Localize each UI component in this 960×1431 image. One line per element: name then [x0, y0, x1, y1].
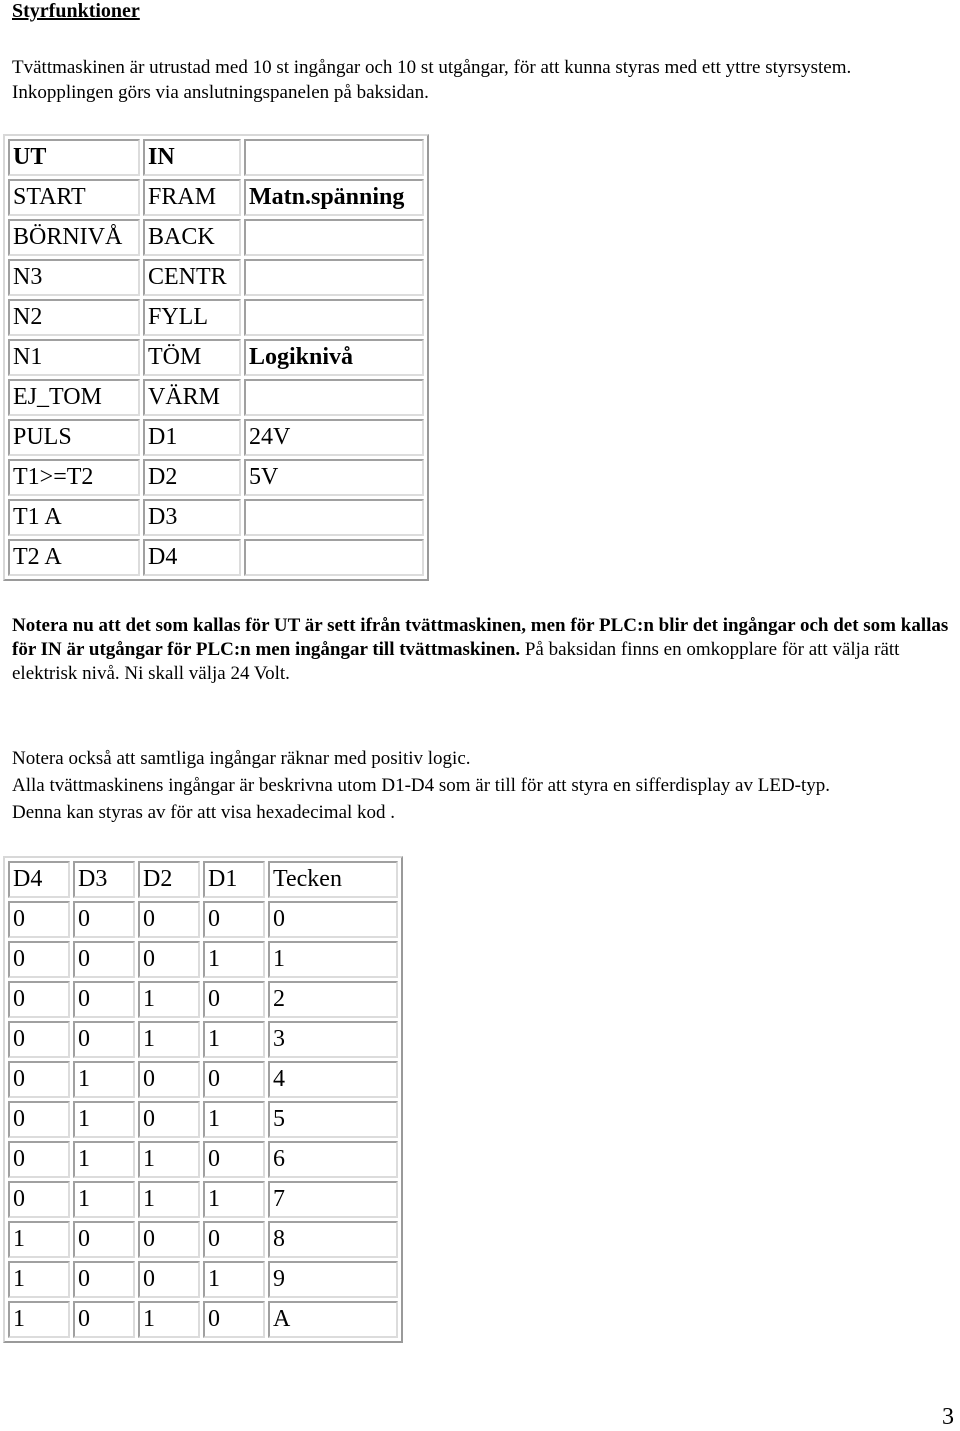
io-table-row — [8, 459, 424, 496]
hex-table-cell: 0 — [8, 941, 70, 978]
hex-table-cell: 1 — [8, 1221, 70, 1258]
hex-table-header-cell: D1 — [203, 861, 265, 898]
hex-table-cell: 1 — [73, 1141, 135, 1178]
io-table-row — [8, 339, 424, 376]
hex-table-cell: 1 — [203, 1181, 265, 1218]
hex-table — [3, 856, 403, 1343]
hex-table-cell: 0 — [8, 901, 70, 938]
hex-table-cell: 7 — [268, 1181, 398, 1218]
note-ut-in — [12, 614, 957, 686]
io-table-row — [8, 299, 424, 336]
hex-table-cell: 0 — [138, 1061, 200, 1098]
io-table — [3, 134, 429, 581]
io-table-cell — [244, 379, 424, 416]
hex-table-header-row — [8, 861, 398, 898]
hex-table-row — [8, 1301, 398, 1338]
hex-table-cell: 0 — [203, 1301, 265, 1338]
io-table-cell: T2 A — [8, 539, 140, 576]
hex-table-row — [8, 1141, 398, 1178]
io-table-cell — [244, 139, 424, 176]
io-table-cell: D3 — [143, 499, 241, 536]
io-table-cell: D4 — [143, 539, 241, 576]
hex-table-row — [8, 1021, 398, 1058]
io-table-cell: BÖRNIVÅ — [8, 219, 140, 256]
hex-table-cell: 9 — [268, 1261, 398, 1298]
io-table-cell: Matn.spänning — [244, 179, 424, 216]
hex-table-cell: 0 — [138, 901, 200, 938]
hex-table-row — [8, 901, 398, 938]
hex-table-cell: 0 — [8, 1061, 70, 1098]
hex-table-cell: A — [268, 1301, 398, 1338]
io-table-cell: T1>=T2 — [8, 459, 140, 496]
io-table-row — [8, 179, 424, 216]
hex-table-cell: 1 — [73, 1181, 135, 1218]
io-table-cell: UT — [8, 139, 140, 176]
io-table-cell: IN — [143, 139, 241, 176]
hex-table-row — [8, 1221, 398, 1258]
hex-table-cell: 1 — [138, 1021, 200, 1058]
hex-table-cell: 1 — [138, 981, 200, 1018]
hex-table-cell: 1 — [8, 1301, 70, 1338]
hex-table-cell: 1 — [203, 1021, 265, 1058]
hex-table-cell: 0 — [203, 981, 265, 1018]
hex-table-header-cell: Tecken — [268, 861, 398, 898]
note-logic-line3: Denna kan styras av för att visa hexadecimal kod . — [12, 802, 396, 823]
hex-table-cell: 1 — [203, 1261, 265, 1298]
io-table-row — [8, 219, 424, 256]
hex-table-cell: 2 — [268, 981, 398, 1018]
io-table-cell — [244, 499, 424, 536]
hex-table-row — [8, 1061, 398, 1098]
io-table-row — [8, 419, 424, 456]
hex-table-cell: 0 — [73, 981, 135, 1018]
hex-table-cell: 0 — [138, 1101, 200, 1138]
hex-table-row — [8, 1101, 398, 1138]
hex-table-cell: 0 — [73, 1221, 135, 1258]
io-table-cell: 5V — [244, 459, 424, 496]
io-table-cell: TÖM — [143, 339, 241, 376]
io-table-cell: START — [8, 179, 140, 216]
note-logic-line2: Alla tvättmaskinens ingångar är beskrivna utom D1-D4 som är till för att styra en sifferdisplay av LED-typ. — [12, 775, 831, 796]
note-ut-in-bold: Notera nu att det som kallas för UT är sett ifrån tvättmaskinen, men för PLC:n blir det ingångar och det som kallas för IN är utgångar för PLC:n men ingångar till tvättmaskinen. — [12, 615, 949, 660]
hex-table-cell: 0 — [203, 1221, 265, 1258]
note-ut-in-normal: På baksidan finns en omkopplare för att välja rätt elektrisk nivå. Ni skall välja 24 Volt. — [12, 639, 900, 684]
io-table-cell: Logiknivå — [244, 339, 424, 376]
hex-table-header-cell: D3 — [73, 861, 135, 898]
hex-table-cell: 0 — [8, 1021, 70, 1058]
io-table-cell: N3 — [8, 259, 140, 296]
io-table-row — [8, 259, 424, 296]
io-table-cell: VÄRM — [143, 379, 241, 416]
io-table-row — [8, 139, 424, 176]
hex-table-cell: 1 — [73, 1101, 135, 1138]
hex-table-cell: 0 — [138, 941, 200, 978]
hex-table-cell: 6 — [268, 1141, 398, 1178]
hex-table-cell: 4 — [268, 1061, 398, 1098]
hex-table-cell: 0 — [8, 981, 70, 1018]
hex-table-cell: 1 — [203, 1101, 265, 1138]
io-table-row — [8, 539, 424, 576]
io-table-row — [8, 379, 424, 416]
intro-paragraph: Tvättmaskinen är utrustad med 10 st ingångar och 10 st utgångar, för att kunna styras med ett yttre styrsystem. Inkopplingen görs via anslutningspanelen på baksidan. — [12, 57, 852, 103]
hex-table-cell: 1 — [138, 1301, 200, 1338]
page-heading: Styrfunktioner — [12, 0, 140, 22]
io-table-cell: EJ_TOM — [8, 379, 140, 416]
io-table-cell: D2 — [143, 459, 241, 496]
hex-table-header-cell: D4 — [8, 861, 70, 898]
io-table-cell — [244, 219, 424, 256]
hex-table-cell: 8 — [268, 1221, 398, 1258]
io-table-cell: CENTR — [143, 259, 241, 296]
io-table-cell — [244, 539, 424, 576]
io-table-cell: 24V — [244, 419, 424, 456]
hex-table-cell: 0 — [203, 901, 265, 938]
io-table-cell — [244, 299, 424, 336]
hex-table-header-cell: D2 — [138, 861, 200, 898]
io-table-cell: N2 — [8, 299, 140, 336]
io-table-cell — [244, 259, 424, 296]
hex-table-cell: 5 — [268, 1101, 398, 1138]
hex-table-cell: 1 — [138, 1181, 200, 1218]
hex-table-cell: 1 — [268, 941, 398, 978]
hex-table-cell: 1 — [73, 1061, 135, 1098]
hex-table-cell: 0 — [8, 1141, 70, 1178]
io-table-cell: BACK — [143, 219, 241, 256]
hex-table-cell: 0 — [73, 1301, 135, 1338]
hex-table-row — [8, 941, 398, 978]
hex-table-cell: 0 — [8, 1181, 70, 1218]
hex-table-cell: 0 — [73, 941, 135, 978]
page-number: 3 — [942, 1404, 954, 1430]
hex-table-cell: 1 — [138, 1141, 200, 1178]
hex-table-cell: 0 — [8, 1101, 70, 1138]
note-logic-line1: Notera också att samtliga ingångar räknar med positiv logic. — [12, 748, 471, 769]
hex-table-cell: 0 — [203, 1061, 265, 1098]
io-table-row — [8, 499, 424, 536]
hex-table-row — [8, 981, 398, 1018]
note-logic — [12, 745, 957, 826]
hex-table-cell: 0 — [203, 1141, 265, 1178]
hex-table-cell: 0 — [73, 901, 135, 938]
hex-table-cell: 0 — [73, 1261, 135, 1298]
hex-table-row — [8, 1181, 398, 1218]
io-table-cell: PULS — [8, 419, 140, 456]
hex-table-cell: 0 — [268, 901, 398, 938]
hex-table-cell: 0 — [138, 1221, 200, 1258]
io-table-cell: N1 — [8, 339, 140, 376]
hex-table-cell: 0 — [138, 1261, 200, 1298]
hex-table-row — [8, 1261, 398, 1298]
io-table-cell: T1 A — [8, 499, 140, 536]
io-table-cell: FRAM — [143, 179, 241, 216]
io-table-cell: FYLL — [143, 299, 241, 336]
hex-table-cell: 3 — [268, 1021, 398, 1058]
hex-table-cell: 1 — [8, 1261, 70, 1298]
hex-table-cell: 0 — [73, 1021, 135, 1058]
io-table-cell: D1 — [143, 419, 241, 456]
hex-table-cell: 1 — [203, 941, 265, 978]
